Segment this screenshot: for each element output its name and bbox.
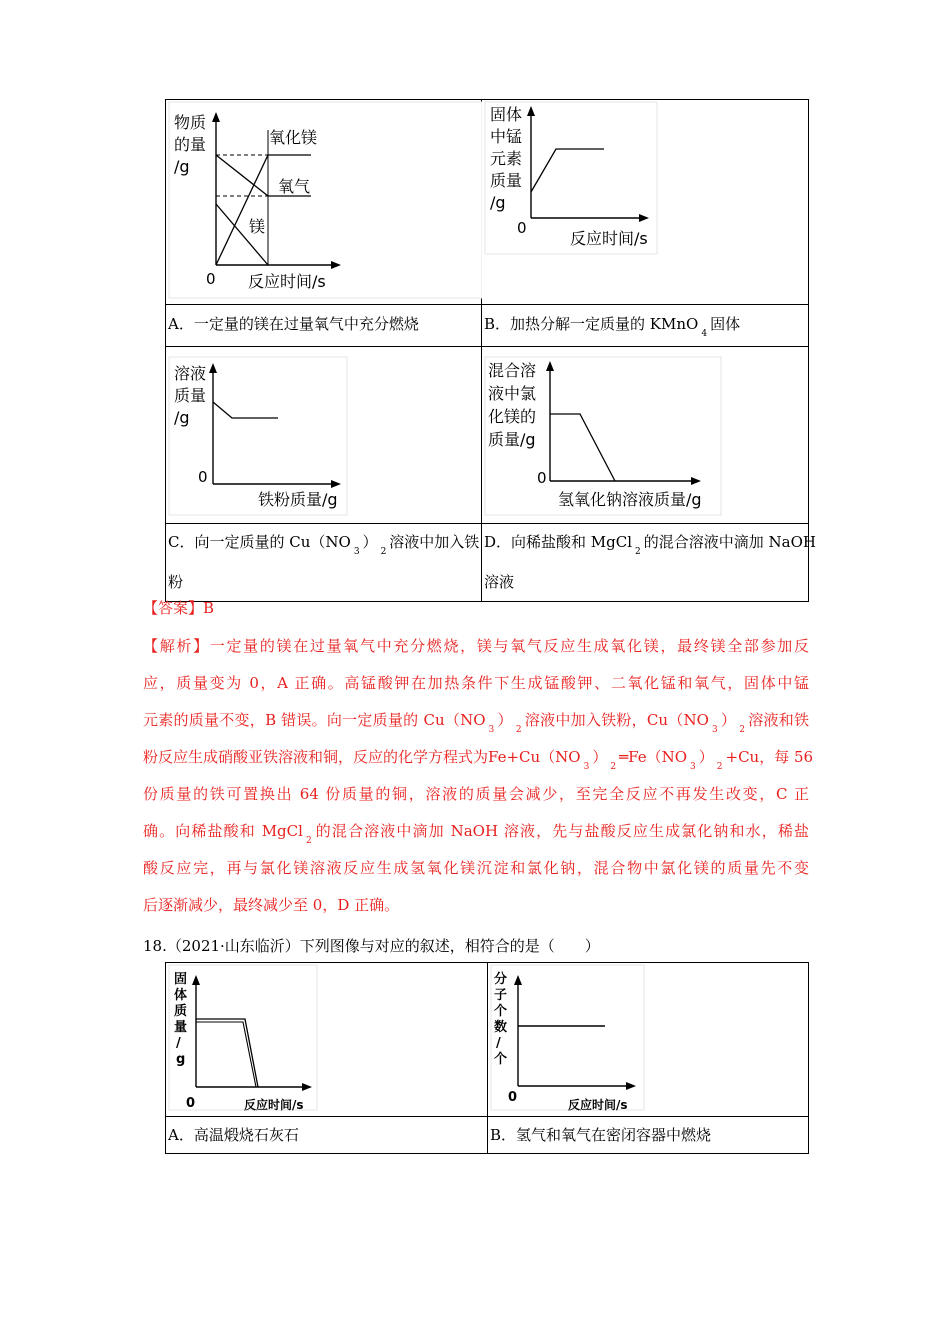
option-a-caption: A．一定量的镁在过量氧气中充分燃烧 bbox=[166, 305, 482, 347]
y-label-char: 子 bbox=[494, 988, 508, 1003]
x-label: 氢氧化钠溶液质量/g bbox=[558, 490, 702, 509]
y-label-line: /g bbox=[174, 408, 190, 427]
y-label-line: 物质 bbox=[174, 113, 207, 132]
y-label-line: 质量 bbox=[174, 386, 207, 405]
q18-option-a-chart bbox=[166, 963, 488, 1112]
question-18-stem: 18.（2021·山东临沂）下列图像与对应的叙述，相符合的是（ ） bbox=[143, 937, 600, 955]
caption-text: B．加热分解一定质量的 KMnO bbox=[484, 315, 699, 333]
y-label-line: /g bbox=[174, 157, 190, 176]
option-c-figure-cell bbox=[166, 347, 482, 524]
origin-label: 0 bbox=[206, 270, 216, 288]
y-label-line: 的量 bbox=[174, 135, 207, 154]
caption-text: 溶液 bbox=[484, 573, 515, 591]
option-d-chart bbox=[482, 347, 809, 519]
x-label: 铁粉质量/g bbox=[258, 490, 338, 509]
x-label: 反应时间/s bbox=[248, 272, 326, 291]
subscript: 4 bbox=[701, 329, 708, 339]
origin-label: 0 bbox=[186, 1096, 196, 1111]
y-label-char: / bbox=[496, 1036, 501, 1051]
y-label-line: /g bbox=[490, 193, 506, 212]
y-label-char: 固 bbox=[174, 972, 188, 987]
option-a-figure-cell bbox=[166, 100, 482, 305]
q18-option-b-caption: B．氢气和氧气在密闭容器中燃烧 bbox=[488, 1117, 809, 1154]
caption-text: C．向一定质量的 Cu（NO bbox=[168, 533, 351, 551]
q18-option-a-caption: A．高温煅烧石灰石 bbox=[166, 1117, 488, 1154]
y-label-char: / bbox=[176, 1036, 181, 1051]
y-label-char: 数 bbox=[494, 1020, 508, 1035]
analysis-line: 酸反应完，再与氯化镁溶液反应生成氢氧化镁沉淀和氯化钠，混合物中氯化镁的质量先不变 bbox=[143, 859, 809, 877]
series-label-oxide: 氧化镁 bbox=[269, 128, 318, 147]
y-label-line: 化镁的 bbox=[488, 407, 537, 426]
subscript: 3 bbox=[353, 547, 360, 557]
y-label-char: 量 bbox=[174, 1020, 188, 1035]
y-label-char: 体 bbox=[174, 988, 188, 1003]
series-label-magnesium: 镁 bbox=[249, 217, 266, 236]
analysis-line: 确。向稀盐酸和 MgCl$_2$的混合溶液中滴加 NaOH 溶液，先与盐酸反应生成氯化钠和水，稀盐 bbox=[143, 822, 809, 846]
y-label-line: 固体 bbox=[490, 105, 523, 124]
y-label-char: 个 bbox=[494, 1004, 508, 1019]
origin-label: 0 bbox=[198, 468, 208, 486]
analysis-line: 后逐渐减少，最终减少至 0，D 正确。 bbox=[143, 896, 400, 914]
caption-text: D．向稀盐酸和 MgCl bbox=[484, 533, 633, 551]
q18-option-table bbox=[165, 962, 809, 1154]
analysis-line: 【解析】一定量的镁在过量氧气中充分燃烧，镁与氧气反应生成氧化镁，最终镁全部参加反 bbox=[143, 637, 809, 655]
subscript: 2 bbox=[635, 547, 641, 557]
x-label: 反应时间/s bbox=[568, 1098, 628, 1112]
y-label-line: 元素 bbox=[490, 149, 523, 168]
x-label: 反应时间/s bbox=[570, 229, 648, 248]
y-label-char: 个 bbox=[494, 1052, 508, 1067]
y-label-line: 混合溶 bbox=[488, 361, 537, 380]
option-b-caption bbox=[482, 305, 809, 347]
analysis-line: 粉反应生成硝酸亚铁溶液和铜，反应的化学方程式为$Fe+Cu(NO_3)_2═Fe(NO_3)_2+Cu$，每 56 bbox=[143, 748, 814, 772]
series-label-oxygen: 氧气 bbox=[278, 177, 311, 196]
y-label-char: 分 bbox=[494, 972, 508, 987]
origin-label: 0 bbox=[508, 1090, 518, 1105]
y-label-line: 质量 bbox=[490, 171, 523, 190]
answer-line: 【答案】B bbox=[143, 599, 215, 617]
caption-text: 的混合溶液中滴加 NaOH bbox=[643, 533, 816, 551]
analysis-line: 份质量的铁可置换出 64 份质量的铜，溶液的质量会减少，至完全反应不再发生改变，C 正 bbox=[143, 785, 809, 803]
option-c-chart bbox=[166, 347, 482, 519]
option-d-figure-cell bbox=[482, 347, 809, 524]
origin-label: 0 bbox=[517, 219, 527, 237]
option-b-figure-cell bbox=[482, 100, 809, 305]
analysis-paragraph bbox=[143, 628, 814, 924]
origin-label: 0 bbox=[537, 469, 547, 487]
y-label-line: 溶液 bbox=[174, 364, 207, 383]
y-label-line: 中锰 bbox=[490, 127, 523, 146]
y-label-char: g bbox=[176, 1052, 186, 1067]
x-label: 反应时间/s bbox=[244, 1098, 304, 1112]
y-label-line: 质量/g bbox=[488, 430, 536, 449]
q17-option-table bbox=[165, 99, 816, 602]
caption-text: 固体 bbox=[710, 315, 741, 333]
y-label-char: 质 bbox=[174, 1004, 188, 1019]
option-b-chart bbox=[482, 100, 809, 300]
q18-option-b-chart bbox=[488, 963, 809, 1112]
analysis-line: 元素的质量不变，B 错误。向一定质量的 $Cu(NO_3)_2$溶液中加入铁粉，$Cu(NO_3)_2$溶液和铁 bbox=[143, 711, 809, 735]
analysis-line: 应，质量变为 0，A 正确。高锰酸钾在加热条件下生成锰酸钾、二氧化锰和氧气，固体中锰 bbox=[143, 674, 809, 692]
q18-option-a-figure-cell bbox=[166, 963, 488, 1117]
caption-text: 粉 bbox=[168, 573, 184, 591]
q18-option-b-figure-cell bbox=[488, 963, 809, 1117]
option-a-chart bbox=[166, 100, 482, 300]
option-c-caption bbox=[166, 524, 482, 602]
subscript: 2 bbox=[380, 547, 387, 557]
y-label-line: 液中氯 bbox=[488, 384, 537, 403]
option-d-caption bbox=[482, 524, 816, 602]
caption-text: 溶液中加入铁 bbox=[389, 533, 480, 551]
caption-text: ） bbox=[362, 533, 378, 551]
